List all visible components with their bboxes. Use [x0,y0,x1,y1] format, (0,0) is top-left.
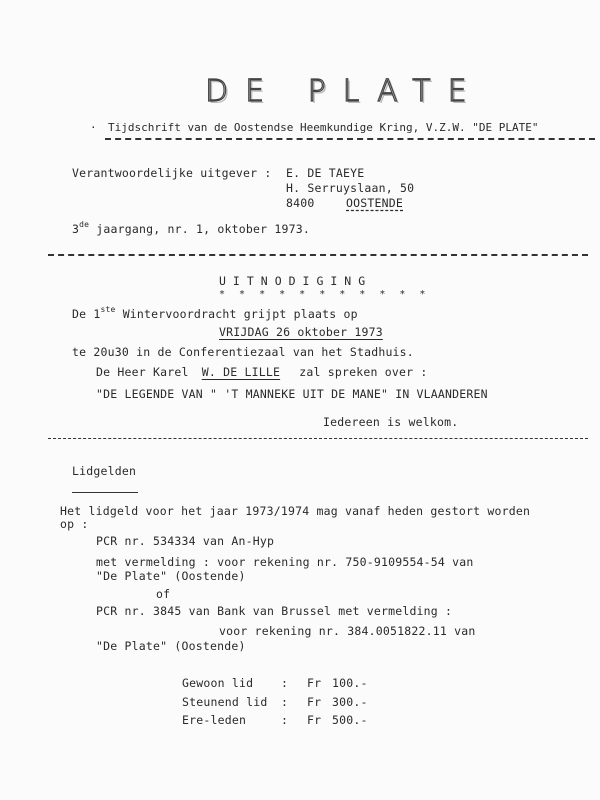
dues-pcr-2-note-2: "De Plate" (Oostende) [96,639,246,653]
issue-line [72,220,310,236]
dues-pcr-2: PCR nr. 3845 van Bank van Brussel met vermelding : [96,604,453,618]
invitation-line-1-sup: ste [100,305,116,314]
masthead-bullet: · [90,121,97,134]
rate-label: Gewoon lid [182,676,254,690]
dues-intro-line-1: Het lidgeld voor het jaar 1973/1974 mag vanaf heden gestort worden [60,504,531,518]
invitation-line-1 [72,305,358,321]
invitation-speaker-post: zal spreken over : [299,365,428,379]
rate-separator: : [281,695,289,709]
masthead-title: DE PLATE [205,74,484,109]
dues-pcr-1-note-1: met vermelding : voor rekening nr. 750-9109554-54 van [96,555,474,569]
invitation-heading: UITNODIGING [219,274,373,288]
masthead-subtitle: Tijdschrift van de Oostendse Heemkundige Kring, V.Z.W. "DE PLATE" [108,121,539,134]
publisher-city: OOSTENDE [346,196,403,210]
publisher-label: Verantwoordelijke uitgever : [72,166,272,180]
publisher-street: H. Serruyslaan, 50 [286,181,415,195]
rate-currency: Fr [307,695,322,709]
rate-amount: 500.- [332,713,368,727]
rate-currency: Fr [307,676,322,690]
invitation-location: te 20u30 in de Conferentiezaal van het Stadhuis. [72,345,414,359]
masthead-divider [105,138,595,140]
section-divider-2 [48,438,588,439]
publisher-postcode: 8400 [286,196,315,210]
invitation-welcome: Iedereen is welkom. [323,415,459,429]
rate-currency: Fr [307,713,322,727]
rate-label: Ere-leden [182,713,247,727]
rate-label: Steunend lid [182,695,268,709]
invitation-date: VRIJDAG 26 oktober 1973 [219,325,383,339]
issue-text: jaargang, nr. 1, oktober 1973. [96,222,311,236]
rate-amount: 100.- [332,676,368,690]
invitation-speaker-name: W. DE LILLE [201,365,281,379]
issue-ordinal-suffix: de [79,220,90,229]
rate-separator: : [281,676,289,690]
rate-separator: : [281,713,289,727]
invitation-line-1-pre: De 1 [72,307,101,321]
invitation-stars: * * * * * * * * * * * [219,289,430,300]
invitation-line-1-post: Wintervoordracht grijpt plaats op [122,307,358,321]
issue-ordinal-number: 3 [72,222,80,236]
dues-intro-line-2: op : [60,517,89,531]
rate-amount: 300.- [332,695,368,709]
dues-heading-rule [72,492,138,493]
dues-or: of [156,587,171,601]
invitation-speaker-pre: De Heer Karel [96,365,189,379]
dues-pcr-1: PCR nr. 534334 van An-Hyp [96,534,275,548]
invitation-topic: "DE LEGENDE VAN " 'T MANNEKE UIT DE MANE" IN VLAANDEREN [96,387,488,401]
dues-pcr-1-note-2: "De Plate" (Oostende) [96,569,246,583]
section-divider-1 [48,254,588,256]
dues-heading: Lidgelden [72,464,137,478]
invitation-speaker-line [96,365,427,379]
dues-pcr-2-note-1: voor rekening nr. 384.0051822.11 van [219,624,476,638]
publisher-name: E. DE TAEYE [286,166,365,180]
